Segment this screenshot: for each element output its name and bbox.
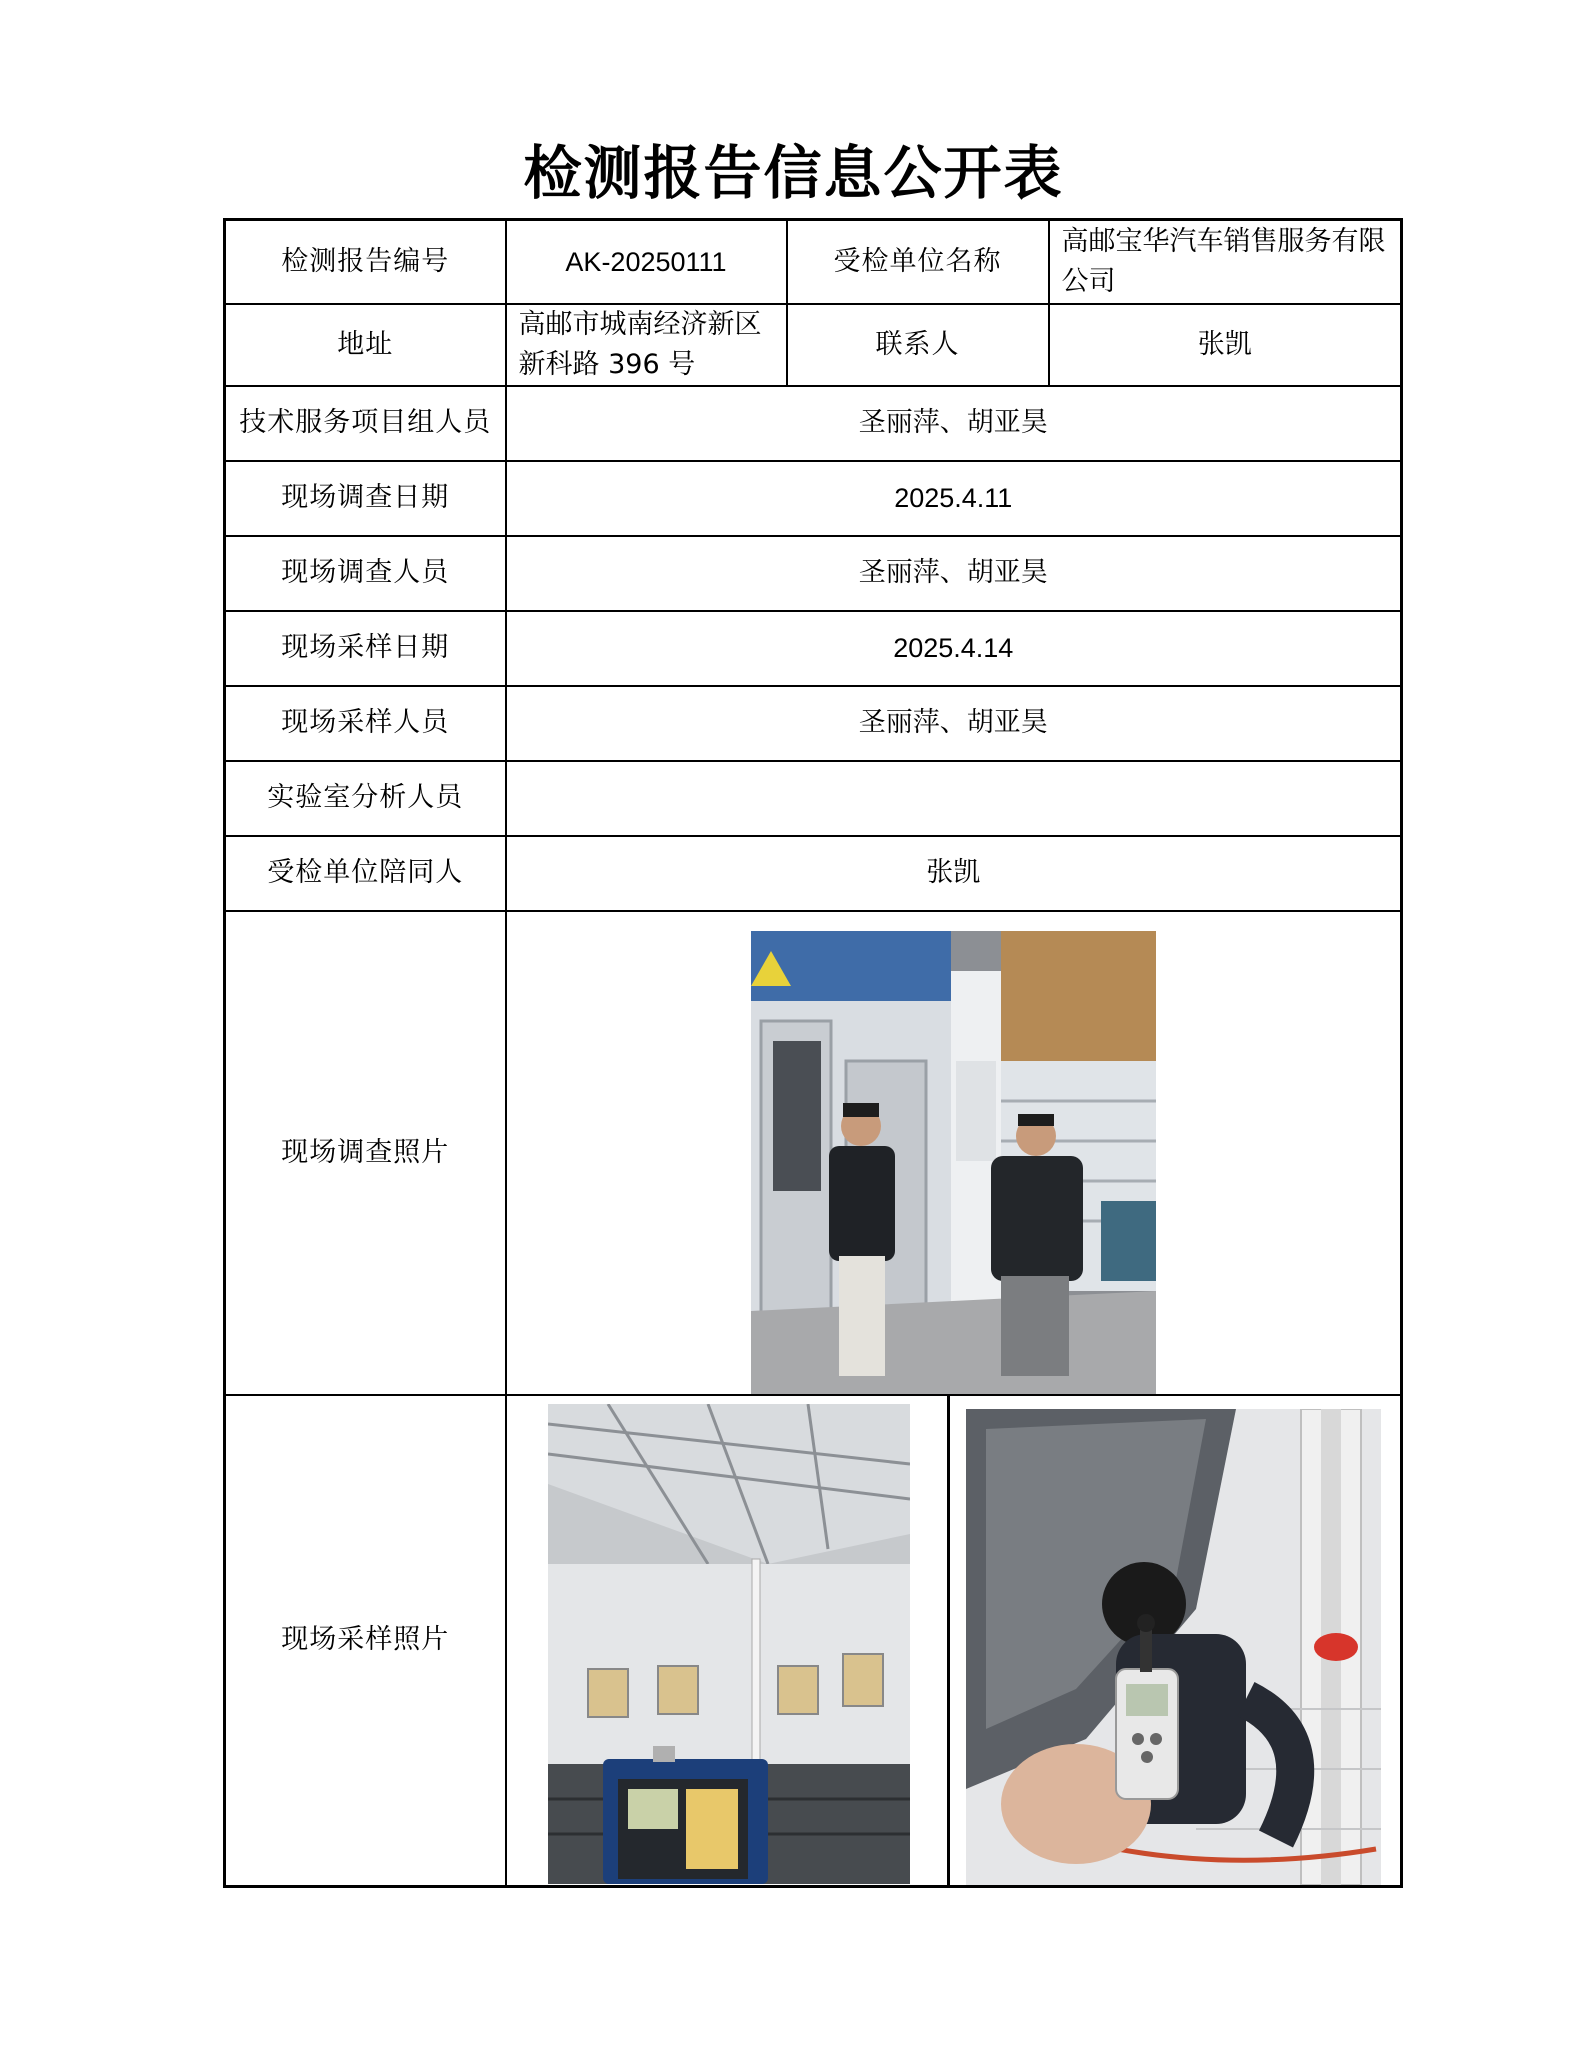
report-no-label: 检测报告编号 [225,220,506,304]
survey-date-label: 现场调查日期 [225,461,506,536]
table-row [225,761,1402,836]
project-team-value: 圣丽萍、胡亚昊 [506,386,1402,461]
survey-staff-label: 现场调查人员 [225,536,506,611]
survey-photo-image [751,931,1156,1395]
contact-label: 联系人 [787,304,1049,386]
survey-photo-label: 现场调查照片 [225,911,506,1395]
sampling-photo-right-image [966,1409,1381,1885]
survey-photo [751,931,1156,1395]
address-value: 高邮市城南经济新区新科路 396 号 [506,304,787,386]
sampling-photo-left-image [548,1404,910,1884]
sampling-photo-cell [506,1395,1402,1887]
unit-name-label: 受检单位名称 [787,220,1049,304]
escort-value: 张凯 [506,836,1402,911]
report-no-value: AK-20250111 [506,220,787,304]
survey-date-value: 2025.4.11 [506,461,1402,536]
survey-photo-cell [506,911,1402,1395]
sampling-photo-right [966,1409,1381,1885]
unit-name-value: 高邮宝华汽车销售服务有限公司 [1049,220,1402,304]
table-row [225,220,1402,304]
sampling-photo-left [548,1404,910,1884]
table-row [225,911,1402,1395]
table-row [225,536,1402,611]
project-team-label: 技术服务项目组人员 [225,386,506,461]
table-row [225,304,1402,386]
document-title: 检测报告信息公开表 [523,139,1064,207]
table-row [225,686,1402,761]
table-row [225,611,1402,686]
lab-staff-value [506,761,1402,836]
sampling-staff-label: 现场采样人员 [225,686,506,761]
table-row [225,1395,1402,1887]
sampling-staff-value: 圣丽萍、胡亚昊 [506,686,1402,761]
contact-value: 张凯 [1049,304,1402,386]
table-row [225,836,1402,911]
sampling-photo-label: 现场采样照片 [225,1395,506,1887]
address-label: 地址 [225,304,506,386]
escort-label: 受检单位陪同人 [225,836,506,911]
report-info-table [223,218,1403,1888]
sampling-date-label: 现场采样日期 [225,611,506,686]
survey-staff-value: 圣丽萍、胡亚昊 [506,536,1402,611]
sampling-date-value: 2025.4.14 [506,611,1402,686]
photo-divider [947,1396,950,1886]
lab-staff-label: 实验室分析人员 [225,761,506,836]
table-row [225,461,1402,536]
table-row [225,386,1402,461]
